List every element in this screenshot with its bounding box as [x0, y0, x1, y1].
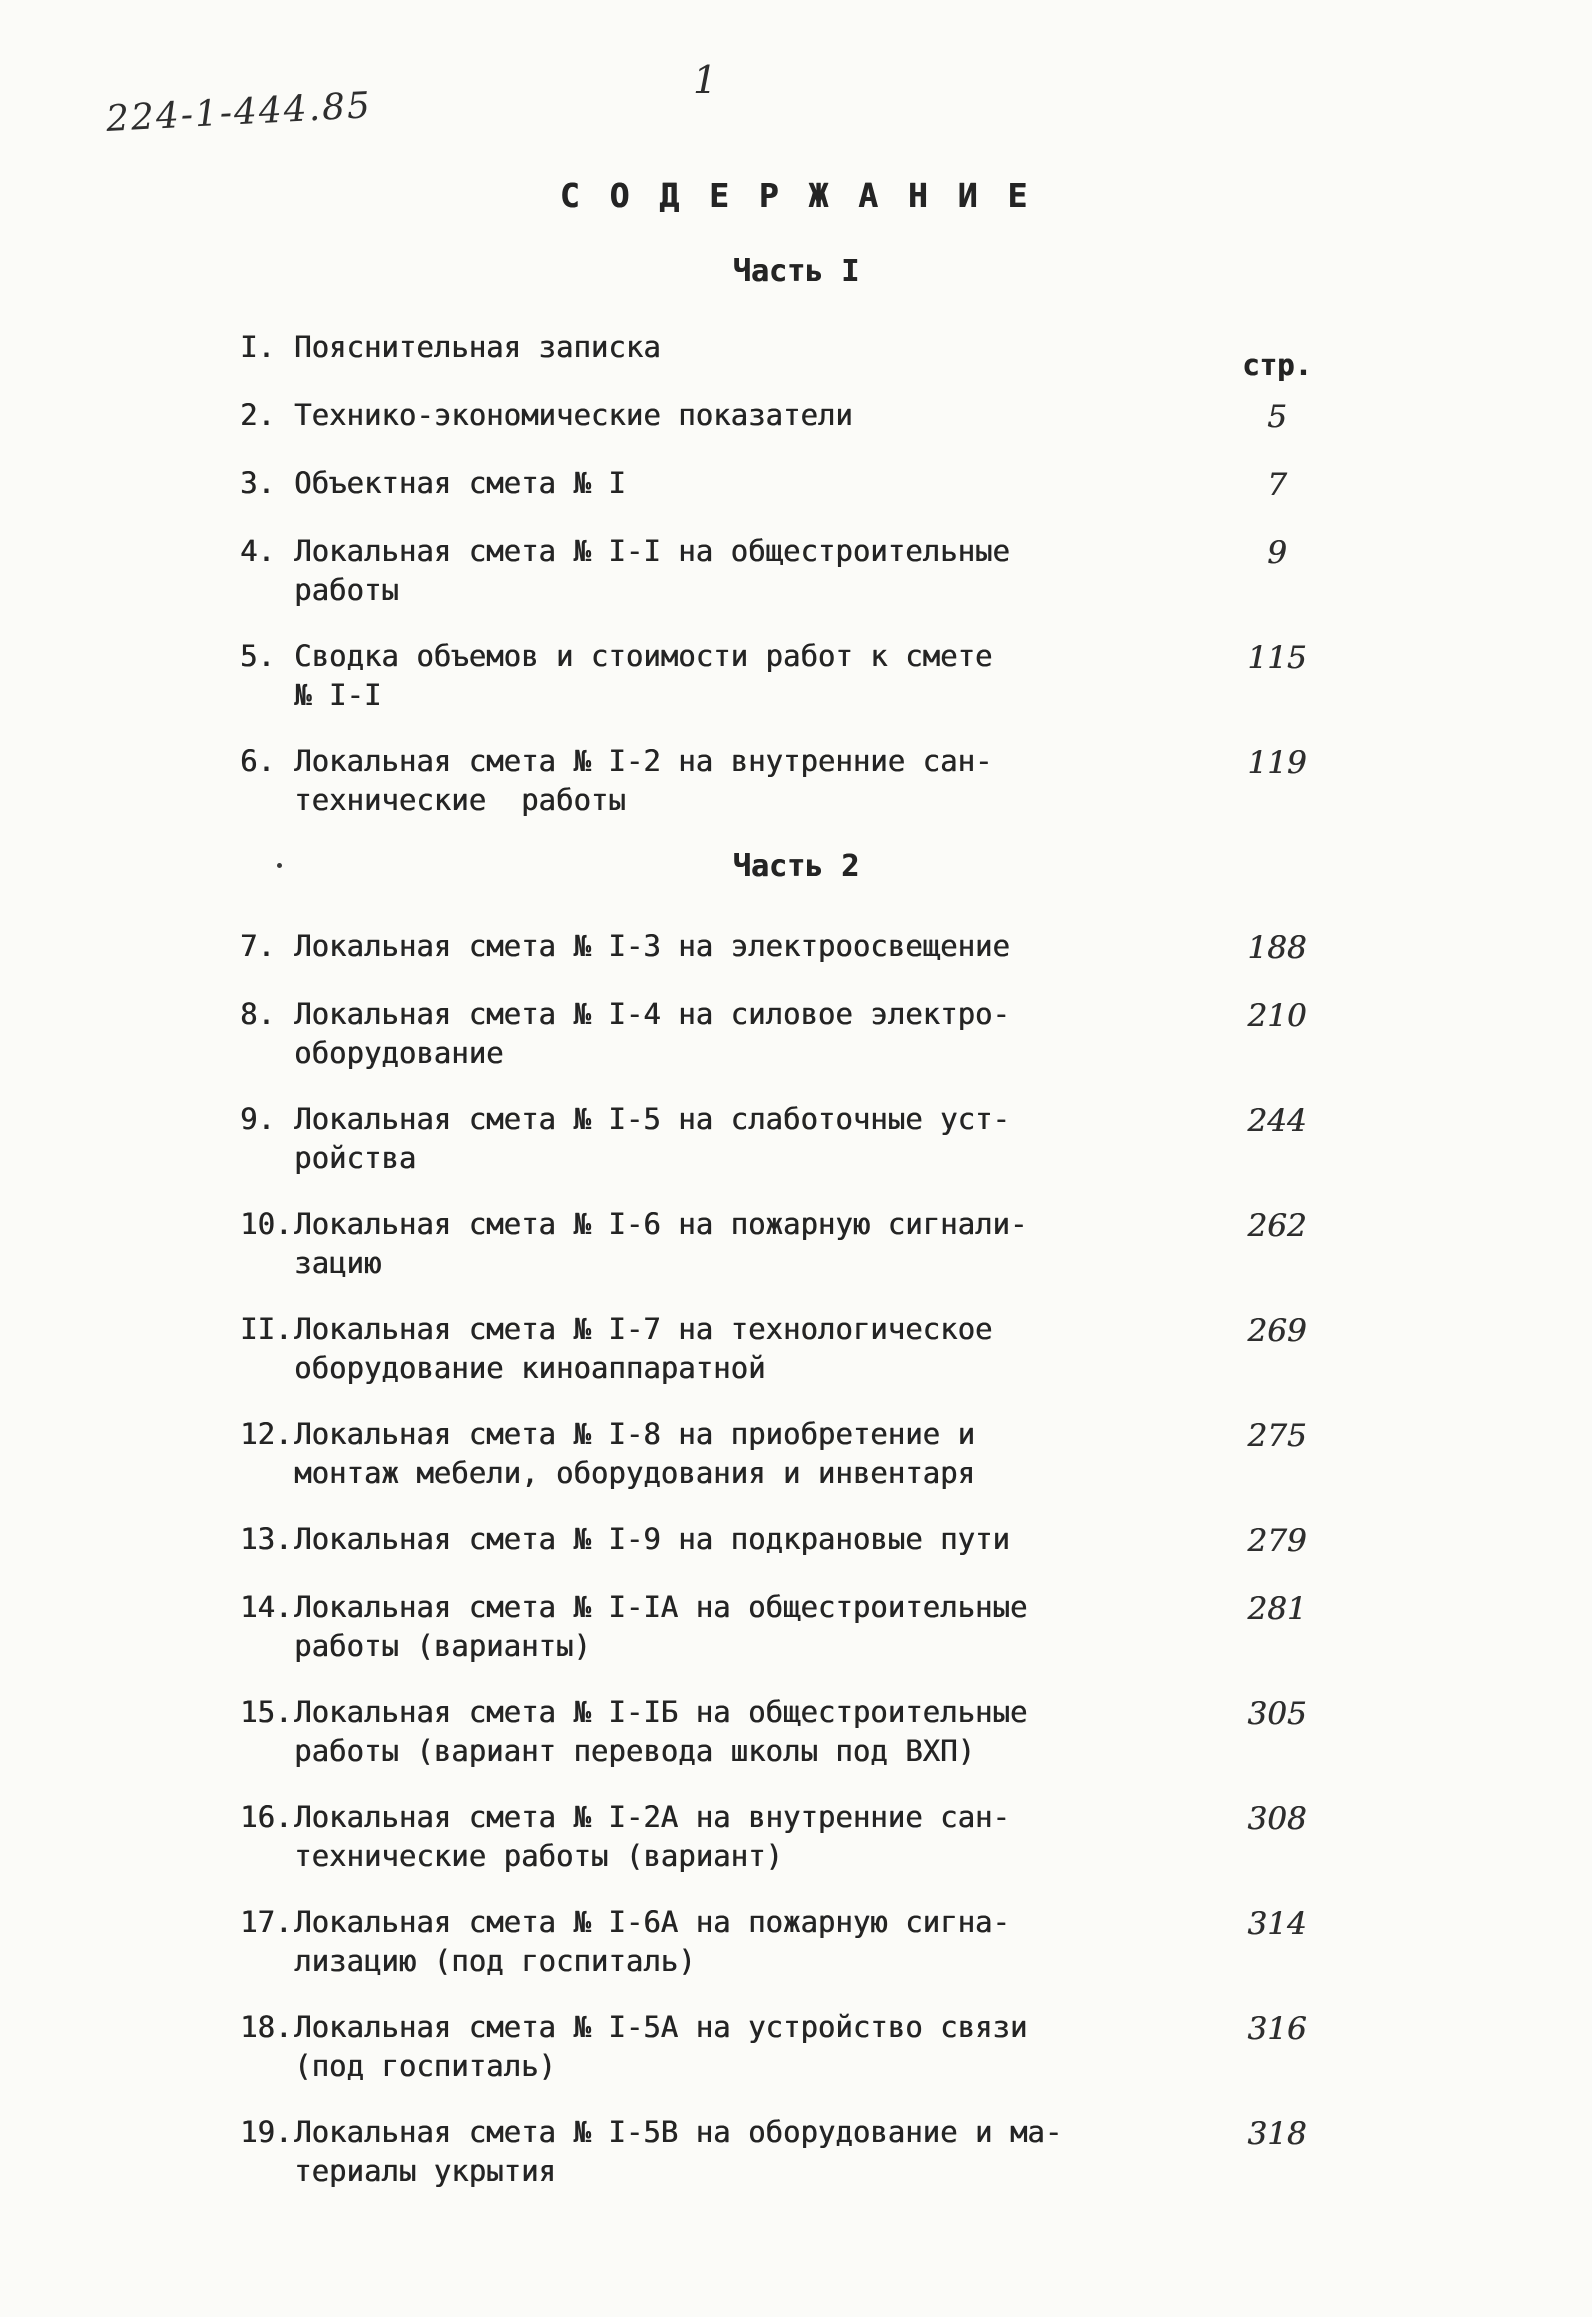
entry-line1: Локальная смета № I-IБ на общестроительные — [294, 1695, 1028, 1729]
entry-line1: Локальная смета № I-5В на оборудование и ма- — [294, 2115, 1063, 2149]
entry-text — [240, 396, 1140, 435]
table-of-contents — [240, 252, 1352, 2218]
entry-line2: монтаж мебели, оборудования и инвентаря — [294, 1456, 975, 1490]
entry-number: 18. — [240, 2010, 293, 2044]
toc-entry — [240, 2113, 1352, 2191]
entry-line2: работы — [294, 573, 399, 607]
entry-line2: работы (варианты) — [294, 1629, 591, 1663]
entry-page-number: 262 — [1247, 1208, 1307, 1244]
toc-entry — [240, 532, 1352, 610]
entry-page-number: 316 — [1247, 2011, 1307, 2047]
toc-entry — [240, 742, 1352, 820]
entry-number: 7. — [240, 929, 275, 963]
entry-text — [240, 464, 1140, 503]
entry-page-number: 281 — [1247, 1591, 1307, 1627]
entry-line1: Локальная смета № I-8 на приобретение и — [294, 1417, 975, 1451]
entry-line1: Сводка объемов и стоимости работ к смете — [294, 639, 993, 673]
entry-page-number: 119 — [1247, 745, 1307, 781]
entry-page-number: 5 — [1267, 399, 1287, 435]
entry-line1: Локальная смета № I-6 на пожарную сигнали- — [294, 1207, 1028, 1241]
entry-number: 10. — [240, 1207, 293, 1241]
toc-entry — [240, 1588, 1352, 1666]
entry-text — [240, 1520, 1140, 1559]
entry-text — [240, 1205, 1140, 1283]
entry-text — [240, 1100, 1140, 1178]
part-1-heading: Часть I — [732, 254, 860, 289]
entry-page-number: 9 — [1267, 535, 1287, 571]
entry-line1: Локальная смета № I-3 на электроосвещение — [294, 929, 1010, 963]
toc-entry — [240, 1520, 1352, 1561]
toc-entry — [240, 995, 1352, 1073]
entry-text — [240, 1588, 1140, 1666]
entry-line2: оборудование — [294, 1036, 504, 1070]
entry-line1: Пояснительная записка — [294, 330, 661, 364]
entry-number: 16. — [240, 1800, 293, 1834]
toc-entry — [240, 1798, 1352, 1876]
toc-entry — [240, 1205, 1352, 1283]
toc-entry — [240, 927, 1352, 968]
part-2-heading: Часть 2 — [732, 849, 860, 884]
entry-page-number: 305 — [1247, 1696, 1307, 1732]
entry-number: 13. — [240, 1522, 293, 1556]
entry-page-number: 269 — [1247, 1313, 1307, 1349]
entry-line1: Локальная смета № I-I на общестроительные — [294, 534, 1010, 568]
entry-page-number: 314 — [1247, 1906, 1307, 1942]
toc-entry — [240, 1415, 1352, 1493]
entry-text — [240, 1798, 1140, 1876]
page-column-header: стр. — [1242, 348, 1312, 382]
entry-number: I. — [240, 330, 275, 364]
entry-page-number: 308 — [1247, 1801, 1307, 1837]
toc-entry — [240, 1693, 1352, 1771]
entry-line2: лизацию (под госпиталь) — [294, 1944, 696, 1978]
entry-text — [240, 637, 1140, 715]
entry-page-number: 244 — [1247, 1103, 1307, 1139]
handwritten-document-code: 224-1-444.85 — [105, 85, 373, 140]
entry-line2: технические работы — [294, 783, 626, 817]
entry-text — [240, 2113, 1140, 2191]
entry-page-number: 275 — [1247, 1418, 1307, 1454]
entry-text — [240, 995, 1140, 1073]
entry-page-number: 7 — [1267, 467, 1287, 503]
part-2-section — [240, 847, 1352, 2191]
entry-number: 3. — [240, 466, 275, 500]
entry-page-number: 115 — [1247, 640, 1307, 676]
entry-line1: Локальная смета № I-2А на внутренние сан- — [294, 1800, 1010, 1834]
entry-number: 17. — [240, 1905, 293, 1939]
entry-line1: Локальная смета № I-4 на силовое электро- — [294, 997, 1010, 1031]
part-1-section — [240, 252, 1352, 820]
entry-text — [240, 927, 1140, 966]
entry-text — [240, 328, 1140, 367]
entry-line1: Локальная смета № I-5А на устройство связи — [294, 2010, 1028, 2044]
entry-line1: Локальная смета № I-2 на внутренние сан- — [294, 744, 993, 778]
entry-number: 8. — [240, 997, 275, 1031]
entry-number: 19. — [240, 2115, 293, 2149]
entry-line1: Локальная смета № I-9 на подкрановые пути — [294, 1522, 1010, 1556]
toc-entry — [240, 464, 1352, 505]
entry-number: 4. — [240, 534, 275, 568]
entry-line1: Локальная смета № I-5 на слаботочные уст- — [294, 1102, 1010, 1136]
entry-number: 6. — [240, 744, 275, 778]
toc-entry — [240, 2008, 1352, 2086]
entry-line2: зацию — [294, 1246, 382, 1280]
entry-line1: Локальная смета № I-6А на пожарную сигна- — [294, 1905, 1010, 1939]
entry-number: 12. — [240, 1417, 293, 1451]
toc-entry — [240, 1100, 1352, 1178]
entry-text — [240, 1693, 1140, 1771]
entry-line1: Локальная смета № I-7 на технологическое — [294, 1312, 993, 1346]
toc-entry — [240, 396, 1352, 437]
entry-line2: работы (вариант перевода школы под ВХП) — [294, 1734, 975, 1768]
entry-text — [240, 742, 1140, 820]
entry-line2: (под госпиталь) — [294, 2049, 556, 2083]
toc-entry — [240, 1903, 1352, 1981]
entry-number: 14. — [240, 1590, 293, 1624]
entry-text — [240, 1903, 1140, 1981]
entry-line2: ройства — [294, 1141, 417, 1175]
entry-text — [240, 1415, 1140, 1493]
handwritten-sheet-number: 1 — [693, 58, 718, 102]
toc-entry — [240, 328, 1352, 382]
entry-number: II. — [240, 1312, 293, 1346]
entry-number: 9. — [240, 1102, 275, 1136]
entry-number: 5. — [240, 639, 275, 673]
entry-line2: териалы укрытия — [294, 2154, 556, 2188]
entry-line1: Локальная смета № I-IА на общестроительные — [294, 1590, 1028, 1624]
toc-entry — [240, 637, 1352, 715]
entry-text — [240, 1310, 1140, 1388]
entry-number: 15. — [240, 1695, 293, 1729]
entry-text — [240, 532, 1140, 610]
entry-page-number: 210 — [1247, 998, 1307, 1034]
entry-page-number: 318 — [1247, 2116, 1307, 2152]
entry-line2: технические работы (вариант) — [294, 1839, 783, 1873]
entry-line1: Технико-экономические показатели — [294, 398, 853, 432]
entry-line1: Объектная смета № I — [294, 466, 626, 500]
entry-page-number: 188 — [1247, 930, 1307, 966]
toc-entry — [240, 1310, 1352, 1388]
entry-line2: № I-I — [294, 678, 382, 712]
entry-text — [240, 2008, 1140, 2086]
entry-line2: оборудование киноаппаратной — [294, 1351, 766, 1385]
entry-number: 2. — [240, 398, 275, 432]
entry-page-number: 279 — [1247, 1523, 1307, 1559]
page-title: С О Д Е Р Ж А Н И Е — [559, 176, 1033, 215]
